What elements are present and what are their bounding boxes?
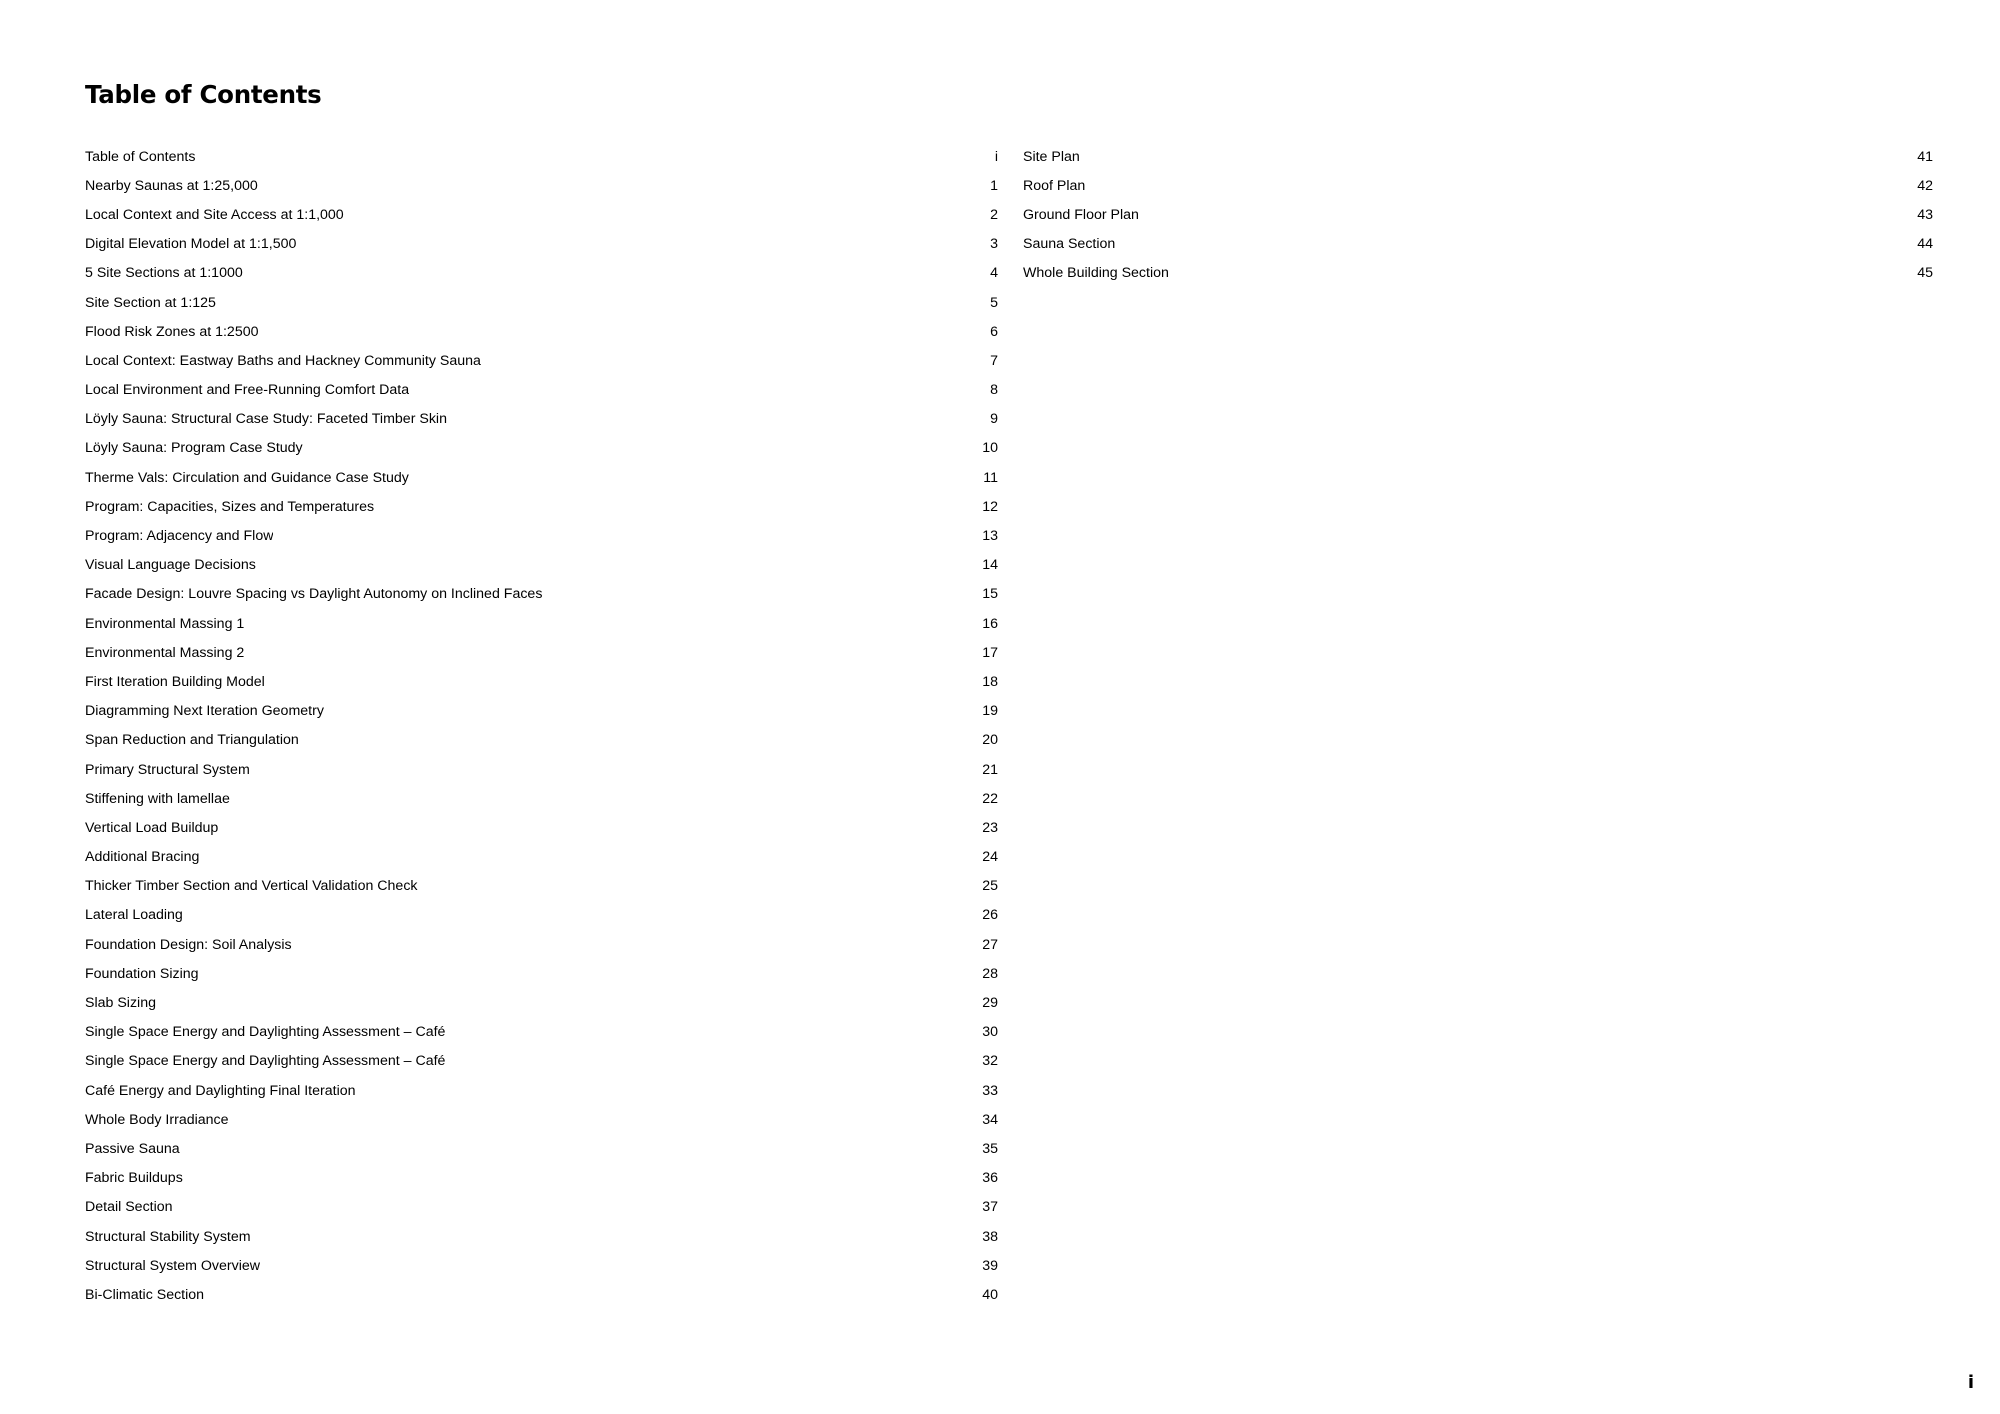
toc-entry-title: Sauna Section [1023,236,1116,253]
toc-entry[interactable] [1023,200,1933,229]
toc-entry[interactable] [85,1164,998,1193]
toc-entry[interactable] [85,317,998,346]
toc-entry-title: Lateral Loading [85,907,183,924]
toc-entry[interactable] [85,1222,998,1251]
toc-entry-page-number: 12 [982,498,998,515]
toc-entry[interactable] [85,667,998,696]
toc-entry-title: Vertical Load Buildup [85,819,219,836]
toc-entry[interactable] [85,288,998,317]
toc-entry-page-number: 34 [982,1111,998,1128]
toc-entry[interactable] [85,638,998,667]
toc-entry-title: Foundation Sizing [85,965,199,982]
toc-entry-page-number: 40 [982,1286,998,1303]
toc-entry[interactable] [85,463,998,492]
toc-entry-title: Fabric Buildups [85,1170,183,1187]
toc-entry-title: Environmental Massing 1 [85,615,245,632]
toc-entry-title: Foundation Design: Soil Analysis [85,936,292,953]
toc-entry[interactable] [1023,230,1933,259]
toc-entry-page-number: 6 [990,323,998,340]
toc-entry-title: Löyly Sauna: Structural Case Study: Faceted Timber Skin [85,411,447,428]
toc-entry-title: Whole Body Irradiance [85,1111,229,1128]
toc-entry-page-number: 44 [1917,236,1933,253]
toc-entry[interactable] [85,988,998,1017]
toc-right-column [1023,142,1933,288]
toc-entry-page-number: 20 [982,732,998,749]
toc-entry[interactable] [85,784,998,813]
toc-entry[interactable] [85,551,998,580]
footer-page-number: i [1967,1372,1974,1393]
toc-entry[interactable] [85,755,998,784]
toc-entry-title: Löyly Sauna: Program Case Study [85,440,303,457]
toc-entry[interactable] [85,376,998,405]
toc-entry[interactable] [85,609,998,638]
toc-entry-title: Slab Sizing [85,995,156,1012]
toc-entry-title: Bi-Climatic Section [85,1286,205,1303]
toc-entry-title: Program: Capacities, Sizes and Temperatures [85,498,375,515]
toc-entry-page-number: 35 [982,1140,998,1157]
toc-entry-page-number: 11 [983,469,998,486]
toc-entry[interactable] [1023,142,1933,171]
toc-entry-title: Environmental Massing 2 [85,644,245,661]
toc-entry-page-number: i [994,148,998,165]
toc-entry-page-number: 32 [982,1053,998,1070]
toc-entry-title: Single Space Energy and Daylighting Assessment – Café [85,1053,446,1070]
toc-entry-title: Additional Bracing [85,849,200,866]
toc-entry[interactable] [1023,171,1933,200]
toc-entry-title: Therme Vals: Circulation and Guidance Case Study [85,469,409,486]
toc-entry-page-number: 37 [982,1199,998,1216]
page-title: Table of Contents [85,80,322,109]
toc-entry[interactable] [85,1047,998,1076]
toc-entry[interactable] [85,346,998,375]
toc-entry[interactable] [85,142,998,171]
toc-entry-title: Nearby Saunas at 1:25,000 [85,177,258,194]
toc-entry-title: Local Context and Site Access at 1:1,000 [85,206,344,223]
toc-entry-title: Primary Structural System [85,761,250,778]
toc-entry-page-number: 10 [982,440,998,457]
toc-entry[interactable] [85,813,998,842]
toc-entry-title: Local Context: Eastway Baths and Hackney Community Sauna [85,352,481,369]
toc-entry-title: Visual Language Decisions [85,557,256,574]
toc-entry[interactable] [85,521,998,550]
toc-entry-title: Ground Floor Plan [1023,206,1139,223]
toc-entry-page-number: 24 [982,849,998,866]
toc-entry-title: Single Space Energy and Daylighting Assessment – Café [85,1024,446,1041]
toc-entry[interactable] [85,230,998,259]
toc-entry[interactable] [85,901,998,930]
toc-entry-page-number: 33 [982,1082,998,1099]
toc-entry[interactable] [85,405,998,434]
toc-entry-page-number: 7 [990,352,998,369]
toc-entry[interactable] [85,434,998,463]
toc-entry-page-number: 29 [982,995,998,1012]
toc-entry[interactable] [85,843,998,872]
toc-entry-page-number: 17 [982,644,998,661]
toc-entry[interactable] [85,1193,998,1222]
toc-entry[interactable] [85,1105,998,1134]
toc-entry-title: Flood Risk Zones at 1:2500 [85,323,259,340]
toc-entry-title: Table of Contents [85,148,196,165]
toc-entry[interactable] [85,872,998,901]
toc-entry-page-number: 8 [990,382,998,399]
toc-entry-page-number: 19 [982,703,998,720]
toc-entry[interactable] [85,171,998,200]
toc-entry[interactable] [85,580,998,609]
toc-entry-title: Thicker Timber Section and Vertical Validation Check [85,878,418,895]
toc-left-column [85,142,998,1310]
toc-entry-page-number: 38 [982,1228,998,1245]
toc-entry[interactable] [1023,259,1933,288]
toc-entry-page-number: 18 [982,673,998,690]
toc-entry[interactable] [85,1134,998,1163]
toc-entry-title: Stiffening with lamellae [85,790,230,807]
toc-entry-page-number: 43 [1917,206,1933,223]
toc-entry[interactable] [85,697,998,726]
toc-entry-title: Site Plan [1023,148,1080,165]
toc-entry-page-number: 27 [982,936,998,953]
toc-entry-page-number: 21 [982,761,998,778]
toc-entry-page-number: 13 [982,528,998,545]
toc-entry-title: Program: Adjacency and Flow [85,528,274,545]
toc-entry-title: Facade Design: Louvre Spacing vs Daylight Autonomy on Inclined Faces [85,586,543,603]
toc-entry-page-number: 41 [1917,148,1933,165]
toc-entry-title: Local Environment and Free-Running Comfort Data [85,382,410,399]
toc-entry[interactable] [85,726,998,755]
toc-entry-page-number: 28 [982,965,998,982]
toc-entry-title: Passive Sauna [85,1140,180,1157]
toc-entry-page-number: 5 [990,294,998,311]
toc-entry-page-number: 45 [1917,265,1933,282]
toc-entry-page-number: 42 [1917,177,1933,194]
toc-entry-page-number: 4 [990,265,998,282]
toc-entry-title: Digital Elevation Model at 1:1,500 [85,236,297,253]
toc-entry-page-number: 3 [990,236,998,253]
toc-entry-title: Whole Building Section [1023,265,1169,282]
toc-entry[interactable] [85,200,998,229]
toc-entry-title: Café Energy and Daylighting Final Iteration [85,1082,356,1099]
toc-entry[interactable] [85,1251,998,1280]
toc-entry[interactable] [85,930,998,959]
toc-entry[interactable] [85,1076,998,1105]
toc-entry-page-number: 30 [982,1024,998,1041]
toc-entry[interactable] [85,1018,998,1047]
toc-entry-page-number: 36 [982,1170,998,1187]
toc-entry[interactable] [85,959,998,988]
toc-entry-title: Detail Section [85,1199,173,1216]
toc-entry-title: Structural Stability System [85,1228,251,1245]
toc-entry-page-number: 2 [990,206,998,223]
toc-entry-title: Diagramming Next Iteration Geometry [85,703,324,720]
toc-entry[interactable] [85,1280,998,1309]
toc-entry-title: Span Reduction and Triangulation [85,732,299,749]
toc-entry-page-number: 1 [990,177,998,194]
toc-entry-page-number: 9 [990,411,998,428]
toc-entry-title: Structural System Overview [85,1257,261,1274]
toc-entry[interactable] [85,259,998,288]
toc-entry-page-number: 16 [982,615,998,632]
toc-entry-page-number: 14 [982,557,998,574]
toc-entry-title: Roof Plan [1023,177,1086,194]
toc-entry[interactable] [85,492,998,521]
toc-entry-page-number: 25 [982,878,998,895]
toc-entry-page-number: 22 [982,790,998,807]
toc-entry-page-number: 23 [982,819,998,836]
toc-entry-title: First Iteration Building Model [85,673,265,690]
toc-entry-title: 5 Site Sections at 1:1000 [85,265,243,282]
toc-entry-title: Site Section at 1:125 [85,294,216,311]
toc-entry-page-number: 39 [982,1257,998,1274]
toc-entry-page-number: 15 [982,586,998,603]
toc-entry-page-number: 26 [982,907,998,924]
